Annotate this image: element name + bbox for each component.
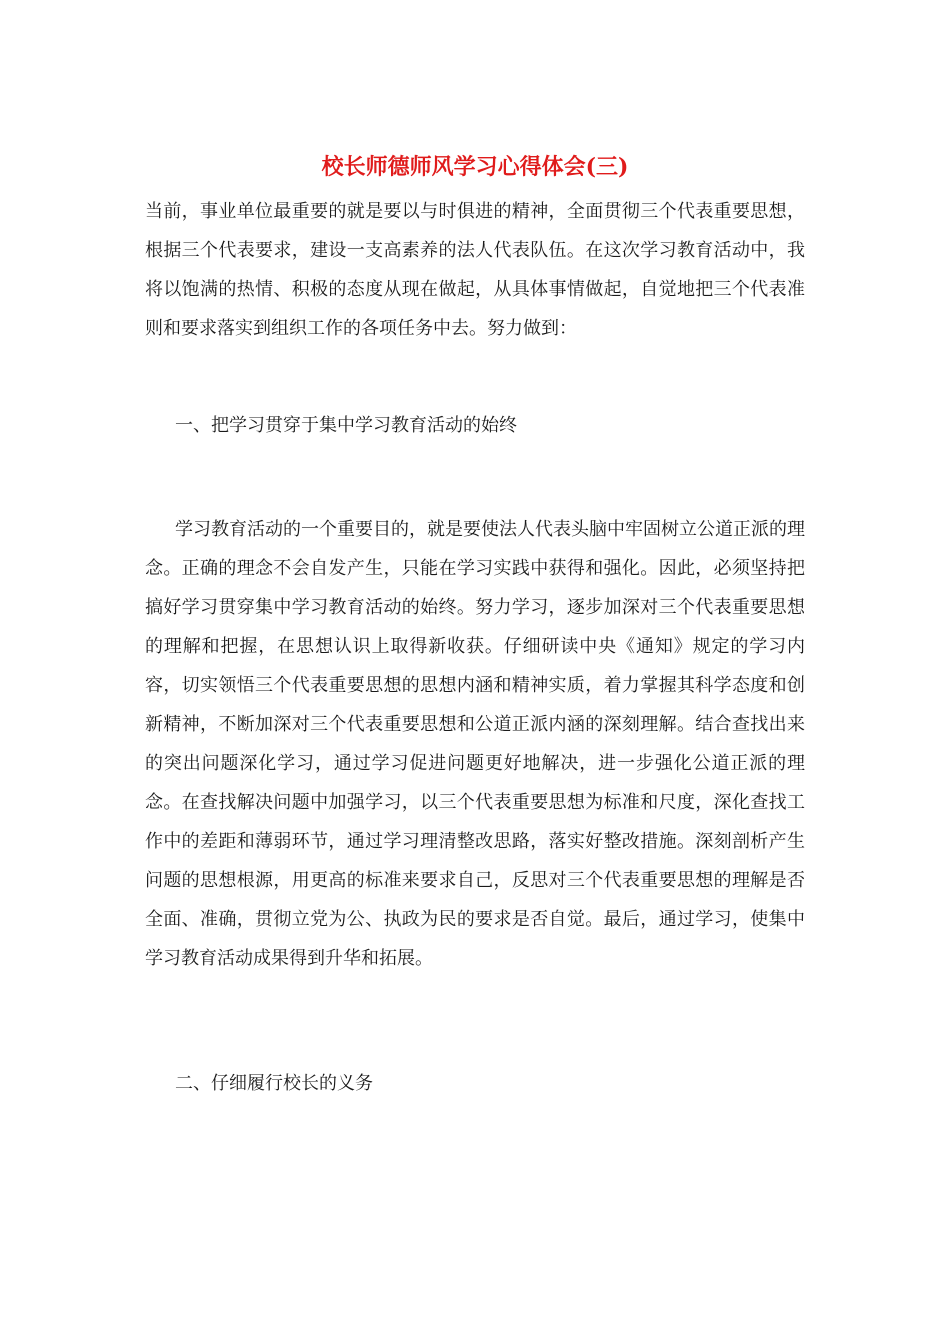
section-1-heading: 一、把学习贯穿于集中学习教育活动的始终 xyxy=(175,415,517,436)
document-title: 校长师德师风学习心得体会(三) xyxy=(321,154,629,180)
intro-paragraph: 当前，事业单位最重要的就是要以与时俱进的精神，全面贯彻三个代表重要思想，根据三个代表要求，建设一支高素养的法人代表队伍。在这次学习教育活动中，我将以饱满的热情、积极的态度从现在做起，从具体事情做起，自觉地把三个代表准则和要求落实到组织工作的各项任务中去。努力做到： xyxy=(145,201,805,339)
section-1-paragraph: 学习教育活动的一个重要目的，就是要使法人代表头脑中牢固树立公道正派的理念。正确的理念不会自发产生，只能在学习实践中获得和强化。因此，必须坚持把搞好学习贯穿集中学习教育活动的始终。努力学习，逐步加深对三个代表重要思想的理解和把握，在思想认识上取得新收获。仔细研读中央《通知》规定的学习内容，切实领悟三个代表重要思想的思想内涵和精神实质，着力掌握其科学态度和创新精神，不断加深对三个代表重要思想和公道正派内涵的深刻理解。结合查找出来的突出问题深化学习，通过学习促进问题更好地解决，进一步强化公道正派的理念。在查找解决问题中加强学习，以三个代表重要思想为标准和尺度，深化查找工作中的差距和薄弱环节，通过学习理清整改思路，落实好整改措施。深刻剖析产生问题的思想根源，用更高的标准来要求自己，反思对三个代表重要思想的理解是否全面、准确，贯彻立党为公、执政为民的要求是否自觉。最后，通过学习，使集中学习教育活动成果得到升华和拓展。 xyxy=(145,519,805,969)
section-2-heading: 二、仔细履行校长的义务 xyxy=(175,1073,373,1094)
